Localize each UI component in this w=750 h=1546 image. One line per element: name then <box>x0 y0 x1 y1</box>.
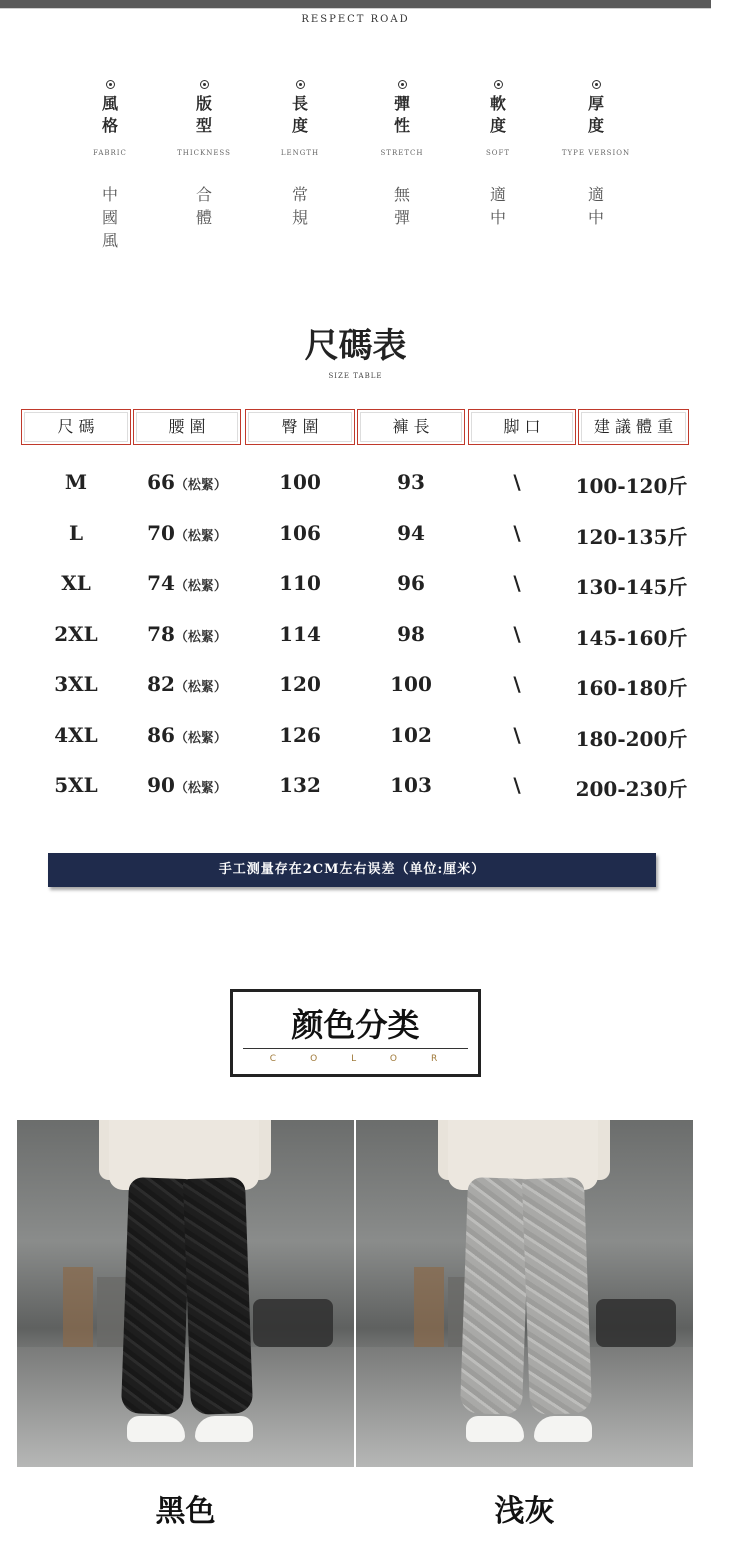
attribute-length <box>260 80 340 229</box>
cell-weight-value: 200-230斤 <box>575 777 688 801</box>
cell-length-value: 94 <box>397 520 425 545</box>
cell-waist <box>133 521 241 545</box>
waist-note: （松緊） <box>174 579 227 594</box>
attribute-value: 適 中 <box>587 185 604 227</box>
bullet-icon <box>200 80 209 89</box>
attribute-stretch <box>362 80 442 229</box>
color-section-heading <box>230 989 481 1077</box>
cell-waist-value: 86 <box>147 722 175 747</box>
bullet-icon <box>398 80 407 89</box>
cell-hip-value: 100 <box>279 470 321 494</box>
cell-size <box>21 723 131 747</box>
cell-hem-value: \ <box>513 520 521 545</box>
size-row <box>0 723 711 753</box>
attribute-english: SOFT <box>485 149 511 157</box>
cell-waist <box>133 773 241 797</box>
brand-name: RESPECT ROAD <box>301 14 410 25</box>
cell-hip <box>245 470 355 494</box>
cell-weight <box>574 470 689 499</box>
attribute-value: 無 彈 <box>393 185 410 227</box>
attribute-softness <box>458 80 538 229</box>
top-bar <box>0 0 711 8</box>
cell-hip-value: 114 <box>279 621 321 646</box>
cell-size-value: M <box>64 470 88 494</box>
cell-hip <box>245 622 355 646</box>
cell-hip-value: 120 <box>279 672 321 696</box>
cell-hip <box>245 571 355 595</box>
size-row <box>0 622 711 652</box>
cell-length <box>357 571 465 595</box>
attribute-english: LENGTH <box>280 149 320 157</box>
attribute-thickness <box>556 80 636 229</box>
cell-length-value: 96 <box>397 571 425 595</box>
cell-size <box>21 672 131 696</box>
cell-waist <box>133 672 241 696</box>
header-hip: 臀 圍 <box>245 409 355 445</box>
cell-hip-value: 126 <box>279 722 321 747</box>
cell-waist-value: 78 <box>147 621 175 646</box>
cell-hip <box>245 521 355 545</box>
cell-size <box>21 521 131 545</box>
cell-length <box>357 773 465 797</box>
cell-length <box>357 672 465 696</box>
attribute-value: 常 規 <box>291 185 308 227</box>
gray-pants-photo <box>356 1120 693 1467</box>
cell-length-value: 103 <box>390 773 432 797</box>
waist-note: （松緊） <box>174 528 227 544</box>
cell-hem <box>468 622 566 646</box>
cell-size <box>21 470 131 494</box>
top-divider <box>0 8 711 9</box>
cell-hem <box>468 470 566 494</box>
cell-waist <box>133 571 241 595</box>
attribute-name: 彈 性 <box>393 94 410 135</box>
cell-hip <box>245 773 355 797</box>
header-hem: 脚 口 <box>468 409 576 445</box>
cell-length <box>357 470 465 494</box>
cell-hem <box>468 723 566 747</box>
color-label-gray: 浅灰 <box>494 1494 555 1529</box>
size-row <box>0 773 711 803</box>
cell-weight-value: 180-200斤 <box>575 726 688 751</box>
attribute-english: THICKNESS <box>177 149 231 157</box>
header-waist: 腰 圍 <box>133 409 241 445</box>
waist-note: （松緊） <box>174 478 227 493</box>
size-row <box>0 470 711 500</box>
cell-hem-value: \ <box>513 571 521 595</box>
cell-hem-value: \ <box>513 773 521 797</box>
attribute-english: STRETCH <box>380 149 424 157</box>
cell-length-value: 102 <box>390 722 432 747</box>
cell-weight <box>574 622 689 651</box>
attribute-english: TYPE VERSION <box>561 149 631 157</box>
cell-hip <box>245 672 355 696</box>
cell-size-value: XL <box>61 571 91 595</box>
cell-weight-value: 145-160斤 <box>575 625 688 650</box>
cell-waist <box>133 622 241 646</box>
cell-hip <box>245 723 355 747</box>
attribute-name: 軟 度 <box>489 94 506 135</box>
cell-length <box>357 521 465 545</box>
cell-size-value: 5XL <box>54 773 98 797</box>
cell-hem-value: \ <box>513 672 521 696</box>
cell-hem-value: \ <box>513 470 521 494</box>
cell-size-value: 4XL <box>54 722 98 747</box>
cell-waist-value: 90 <box>147 773 175 797</box>
cell-length <box>357 622 465 646</box>
cell-weight-value: 100-120斤 <box>575 474 688 498</box>
bullet-icon <box>106 80 115 89</box>
attribute-english: FABRIC <box>93 149 127 157</box>
cell-size <box>21 622 131 646</box>
cell-weight-value: 160-180斤 <box>575 676 688 700</box>
size-table-title: 尺碼表 <box>304 326 407 366</box>
cell-waist <box>133 470 241 494</box>
size-row <box>0 571 711 601</box>
attribute-fit <box>164 80 244 229</box>
attribute-value: 中 國 風 <box>101 185 118 250</box>
cell-weight <box>574 571 689 600</box>
color-section-title: 颜色分类 <box>291 1006 420 1044</box>
waist-note: （松緊） <box>174 629 227 645</box>
cell-hem-value: \ <box>513 722 521 747</box>
color-label-black: 黑色 <box>155 1494 216 1529</box>
cell-size <box>21 571 131 595</box>
size-row <box>0 672 711 702</box>
header-length: 褲 長 <box>357 409 465 445</box>
cell-hem-value: \ <box>513 621 521 646</box>
cell-hem <box>468 773 566 797</box>
cell-size-value: 3XL <box>54 672 98 696</box>
attribute-name: 版 型 <box>195 94 212 135</box>
cell-weight <box>574 723 689 752</box>
cell-waist <box>133 723 241 747</box>
cell-weight <box>574 773 689 802</box>
cell-hip-value: 110 <box>279 571 321 595</box>
cell-length <box>357 723 465 747</box>
cell-hem <box>468 571 566 595</box>
black-pants-photo <box>17 1120 354 1467</box>
cell-weight <box>574 672 689 701</box>
size-table-subtitle: SIZE TABLE <box>328 372 383 380</box>
cell-waist-value: 66 <box>147 470 175 494</box>
cell-length-value: 100 <box>390 672 432 696</box>
size-row <box>0 521 711 551</box>
cell-hem <box>468 521 566 545</box>
cell-waist-value: 82 <box>147 672 175 696</box>
cell-waist-value: 74 <box>147 571 175 595</box>
attribute-style <box>70 80 150 252</box>
attribute-name: 厚 度 <box>587 94 604 135</box>
header-weight: 建 議 體 重 <box>578 409 689 445</box>
attribute-name: 長 度 <box>291 94 308 135</box>
cell-size-value: L <box>68 520 84 545</box>
cell-length-value: 98 <box>397 621 425 646</box>
cell-hem <box>468 672 566 696</box>
attribute-value: 合 體 <box>195 185 212 227</box>
color-section-subtitle: COLOR <box>269 1054 472 1064</box>
header-size: 尺 碼 <box>21 409 131 445</box>
cell-weight-value: 130-145斤 <box>575 575 688 599</box>
cell-hip-value: 106 <box>279 520 321 545</box>
waist-note: （松緊） <box>174 730 227 746</box>
cell-size-value: 2XL <box>54 621 98 646</box>
bullet-icon <box>296 80 305 89</box>
measurement-note: 手工测量存在2CM左右误差（单位:厘米） <box>48 853 656 887</box>
cell-weight-value: 120-135斤 <box>575 524 688 549</box>
waist-note: （松緊） <box>174 680 227 695</box>
attribute-name: 風 格 <box>101 94 118 135</box>
waist-note: （松緊） <box>174 781 227 796</box>
attribute-value: 適 中 <box>489 185 506 227</box>
bullet-icon <box>592 80 601 89</box>
cell-size <box>21 773 131 797</box>
bullet-icon <box>494 80 503 89</box>
product-attributes <box>60 80 660 280</box>
cell-hip-value: 132 <box>279 773 321 797</box>
cell-waist-value: 70 <box>147 520 175 545</box>
color-title-rule <box>243 1048 468 1049</box>
cell-weight <box>574 521 689 550</box>
cell-length-value: 93 <box>397 470 425 494</box>
